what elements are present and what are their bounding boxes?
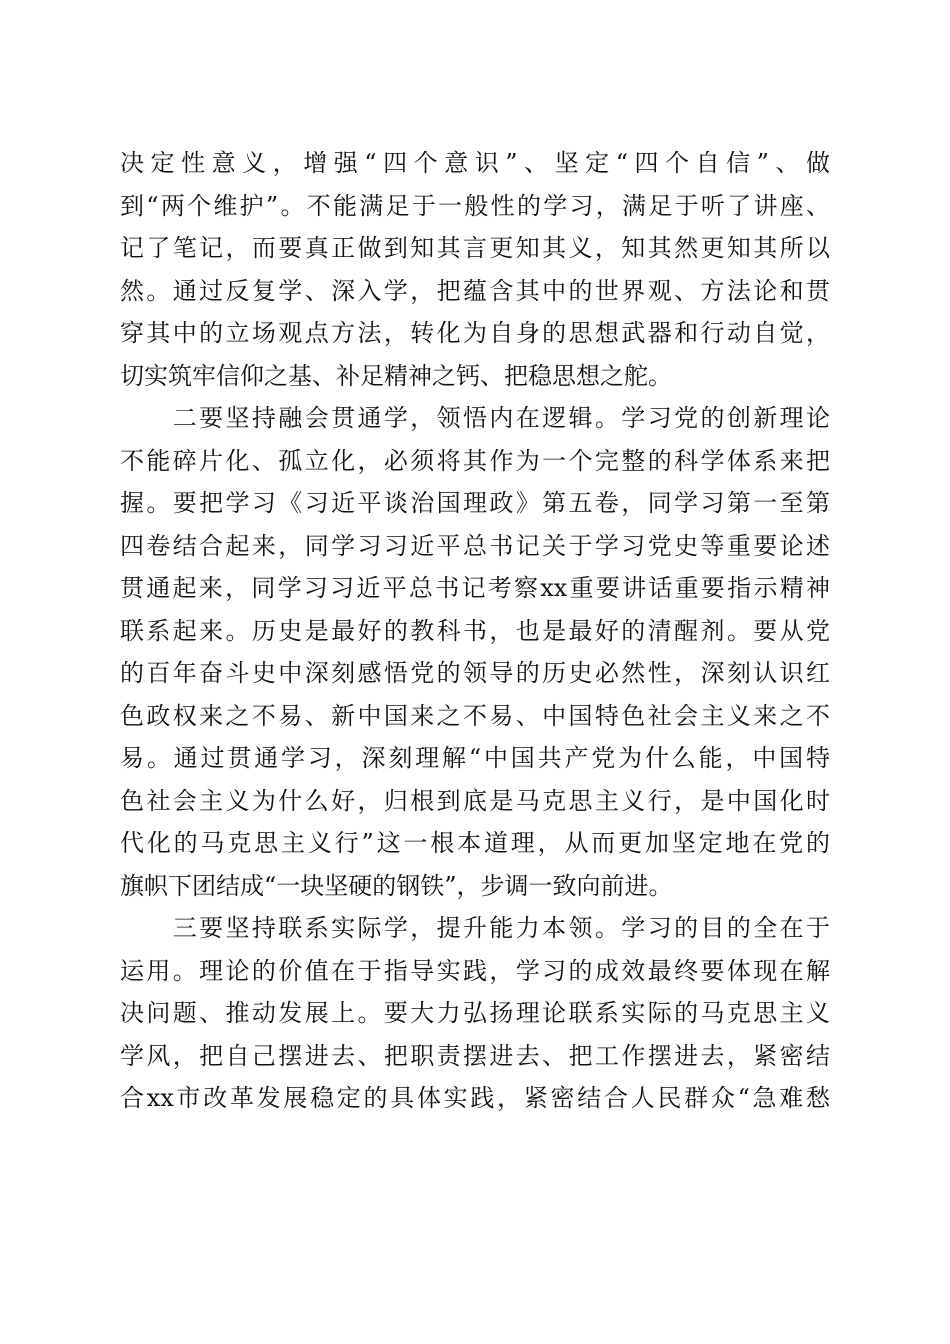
text-line: 决问题、推动发展上。要大力弘扬理论联系实际的马克思主义	[120, 999, 830, 1027]
text-line: 旗帜下团结成“一块坚硬的钢铁”，步调一致向前进。	[120, 871, 673, 900]
text-line: 四卷结合起来，同学习习近平总书记关于学习党史等重要论述	[120, 531, 830, 560]
text-line: 代化的马克思主义行”这一根本道理，从而更加坚定地在党的	[120, 829, 830, 857]
text-line: 的百年奋斗史中深刻感悟党的领导的历史必然性，深刻认识红	[120, 659, 830, 687]
text-line: 学风，把自己摆进去、把职责摆进去、把工作摆进去，紧密结	[120, 1041, 830, 1070]
text-line: 易。通过贯通学习，深刻理解“中国共产党为什么能，中国特	[120, 744, 830, 772]
body-text	[120, 142, 830, 1120]
text-line: 联系起来。历史是最好的教科书，也是最好的清醒剂。要从党	[120, 616, 830, 645]
text-line: 二要坚持融会贯通学，领悟内在逻辑。学习党的创新理论	[120, 404, 830, 432]
text-line: 运用。理论的价值在于指导实践，学习的成效最终要体现在解	[120, 956, 830, 985]
text-line: 切实筑牢信仰之基、补足精神之钙、把稳思想之舵。	[120, 361, 672, 390]
text-line: 穿其中的立场观点方法，转化为自身的思想武器和行动自觉，	[120, 319, 830, 347]
text-line: 然。通过反复学、深入学，把蕴含其中的世界观、方法论和贯	[120, 276, 830, 305]
text-line: 到“两个维护”。不能满足于一般性的学习，满足于听了讲座、	[120, 191, 830, 220]
text-line: 握。要把学习《习近平谈治国理政》第五卷，同学习第一至第	[120, 489, 830, 517]
text-line: 记了笔记，而要真正做到知其言更知其义，知其然更知其所以	[120, 234, 830, 262]
text-line: 决定性意义，增强“四个意识”、坚定“四个自信”、做	[120, 149, 830, 177]
text-line: 贯通起来，同学习习近平总书记考察xx重要讲话重要指示精神	[120, 574, 830, 602]
text-line: 合xx市改革发展稳定的具体实践，紧密结合人民群众“急难愁	[120, 1084, 830, 1112]
text-line: 色政权来之不易、新中国来之不易、中国特色社会主义来之不	[120, 701, 830, 730]
text-line: 三要坚持联系实际学，提升能力本领。学习的目的全在于	[120, 914, 830, 942]
text-line: 色社会主义为什么好，归根到底是马克思主义行，是中国化时	[120, 786, 830, 815]
text-line: 不能碎片化、孤立化，必须将其作为一个完整的科学体系来把	[120, 446, 830, 475]
